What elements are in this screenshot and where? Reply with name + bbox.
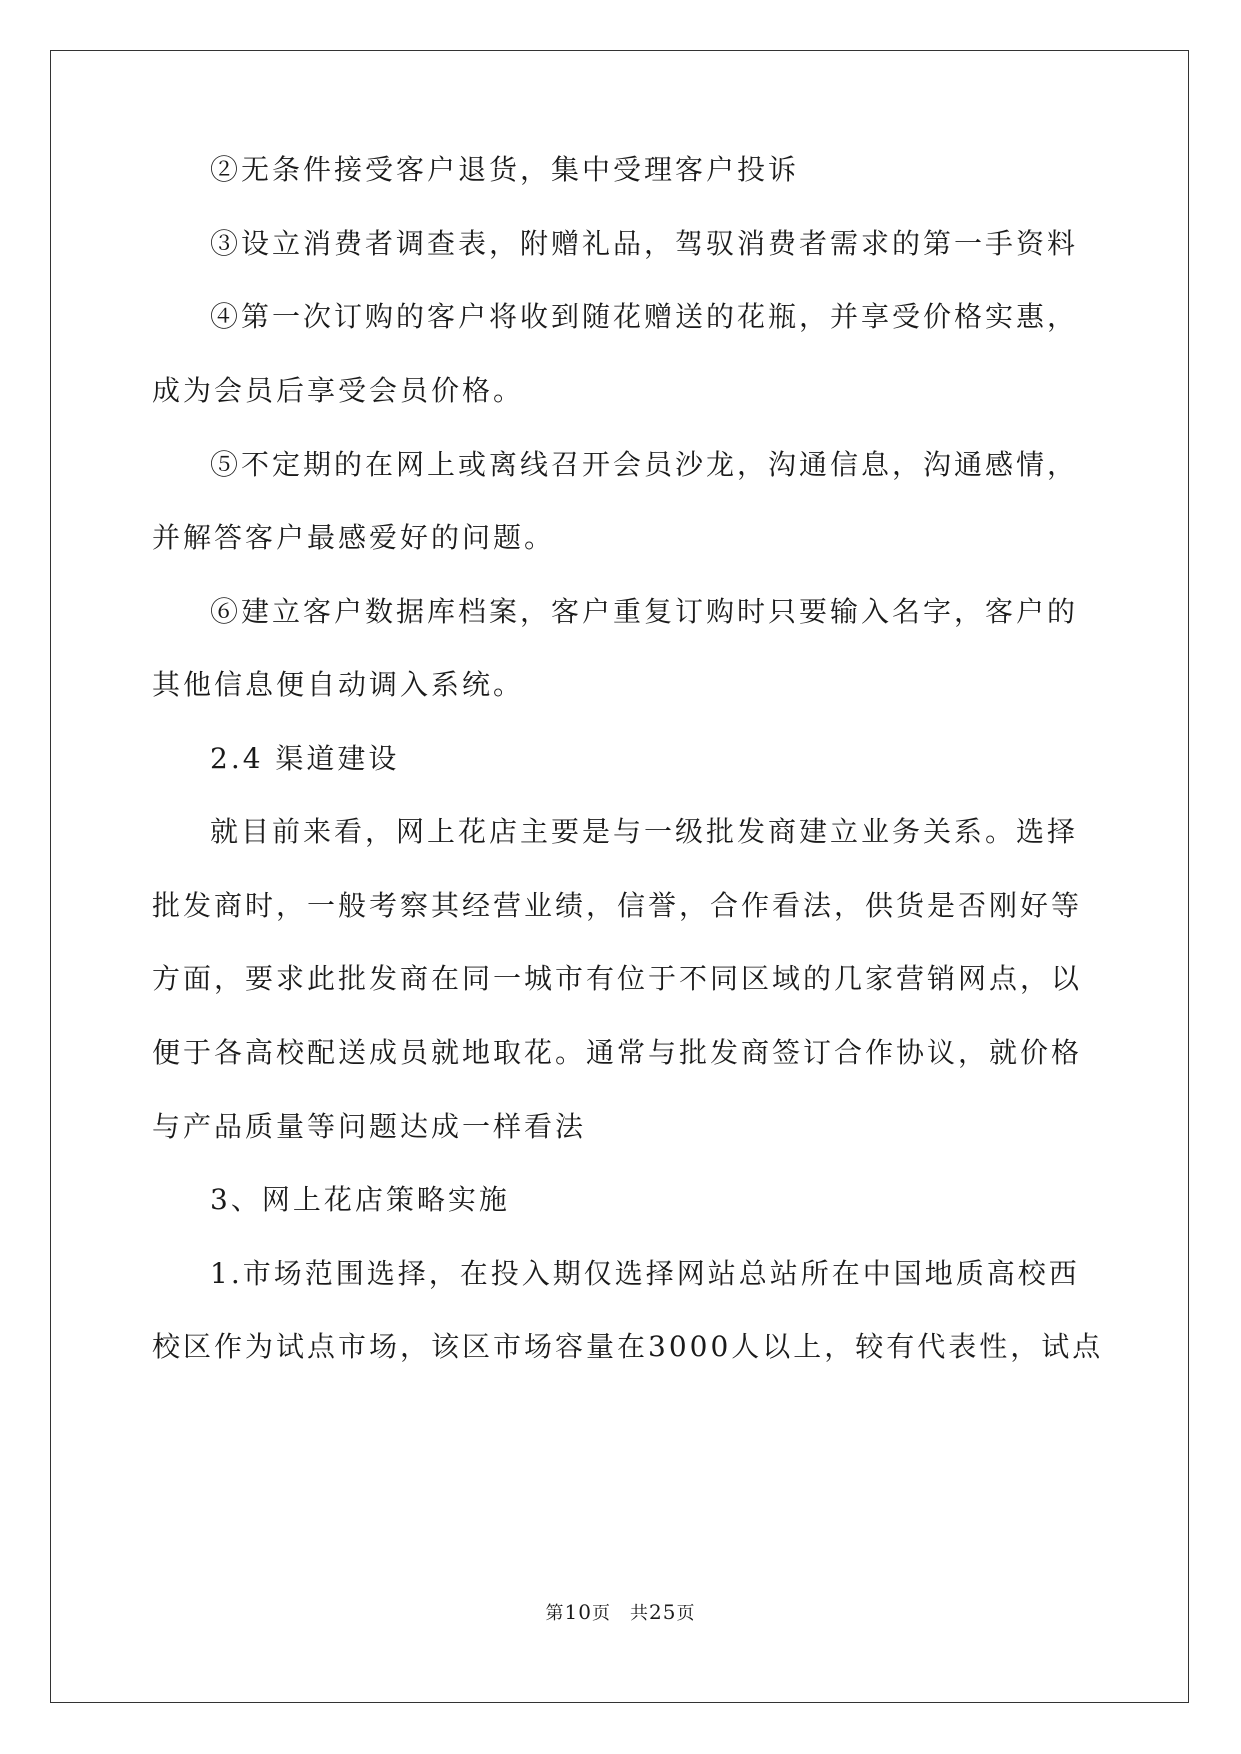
paragraph-line: 批发商时，一般考察其经营业绩，信誉，合作看法，供货是否刚好等 bbox=[152, 889, 1083, 922]
paragraph-line: 便于各高校配送成员就地取花。通常与批发商签订合作协议，就价格 bbox=[152, 1036, 1083, 1069]
paragraph-line: 并解答客户最感爱好的问题。 bbox=[152, 521, 556, 554]
footer-page-current: 10 bbox=[564, 1600, 592, 1624]
section-heading: 2.4 渠道建设 bbox=[210, 742, 400, 775]
page-footer bbox=[0, 1600, 1241, 1626]
paragraph-line: 与产品质量等问题达成一样看法 bbox=[152, 1110, 587, 1143]
footer-page-total: 25 bbox=[649, 1600, 677, 1624]
paragraph-line: 校区作为试点市场，该区市场容量在3000人以上，较有代表性，试点 bbox=[152, 1330, 1104, 1363]
paragraph-line: ②无条件接受客户退货，集中受理客户投诉 bbox=[210, 153, 800, 186]
footer-page-mid: 页 共 bbox=[592, 1603, 649, 1624]
paragraph-line: 其他信息便自动调入系统。 bbox=[152, 668, 525, 701]
footer-page-suffix: 页 bbox=[676, 1603, 696, 1624]
footer-page-prefix: 第 bbox=[545, 1603, 565, 1624]
paragraph-line: ⑤不定期的在网上或离线召开会员沙龙，沟通信息，沟通感情， bbox=[210, 448, 1079, 481]
paragraph-line: ③设立消费者调查表，附赠礼品，驾驭消费者需求的第一手资料 bbox=[210, 227, 1079, 260]
section-heading: 3、网上花店策略实施 bbox=[210, 1183, 510, 1216]
paragraph-line: 方面，要求此批发商在同一城市有位于不同区域的几家营销网点，以 bbox=[152, 962, 1083, 995]
paragraph-line: ⑥建立客户数据库档案，客户重复订购时只要输入名字，客户的 bbox=[210, 595, 1079, 628]
paragraph-line: ④第一次订购的客户将收到随花赠送的花瓶，并享受价格实惠， bbox=[210, 300, 1079, 333]
paragraph-line: 就目前来看，网上花店主要是与一级批发商建立业务关系。选择 bbox=[210, 815, 1079, 848]
paragraph-line: 1.市场范围选择，在投入期仅选择网站总站所在中国地质高校西 bbox=[210, 1257, 1080, 1290]
paragraph-line: 成为会员后享受会员价格。 bbox=[152, 374, 525, 407]
